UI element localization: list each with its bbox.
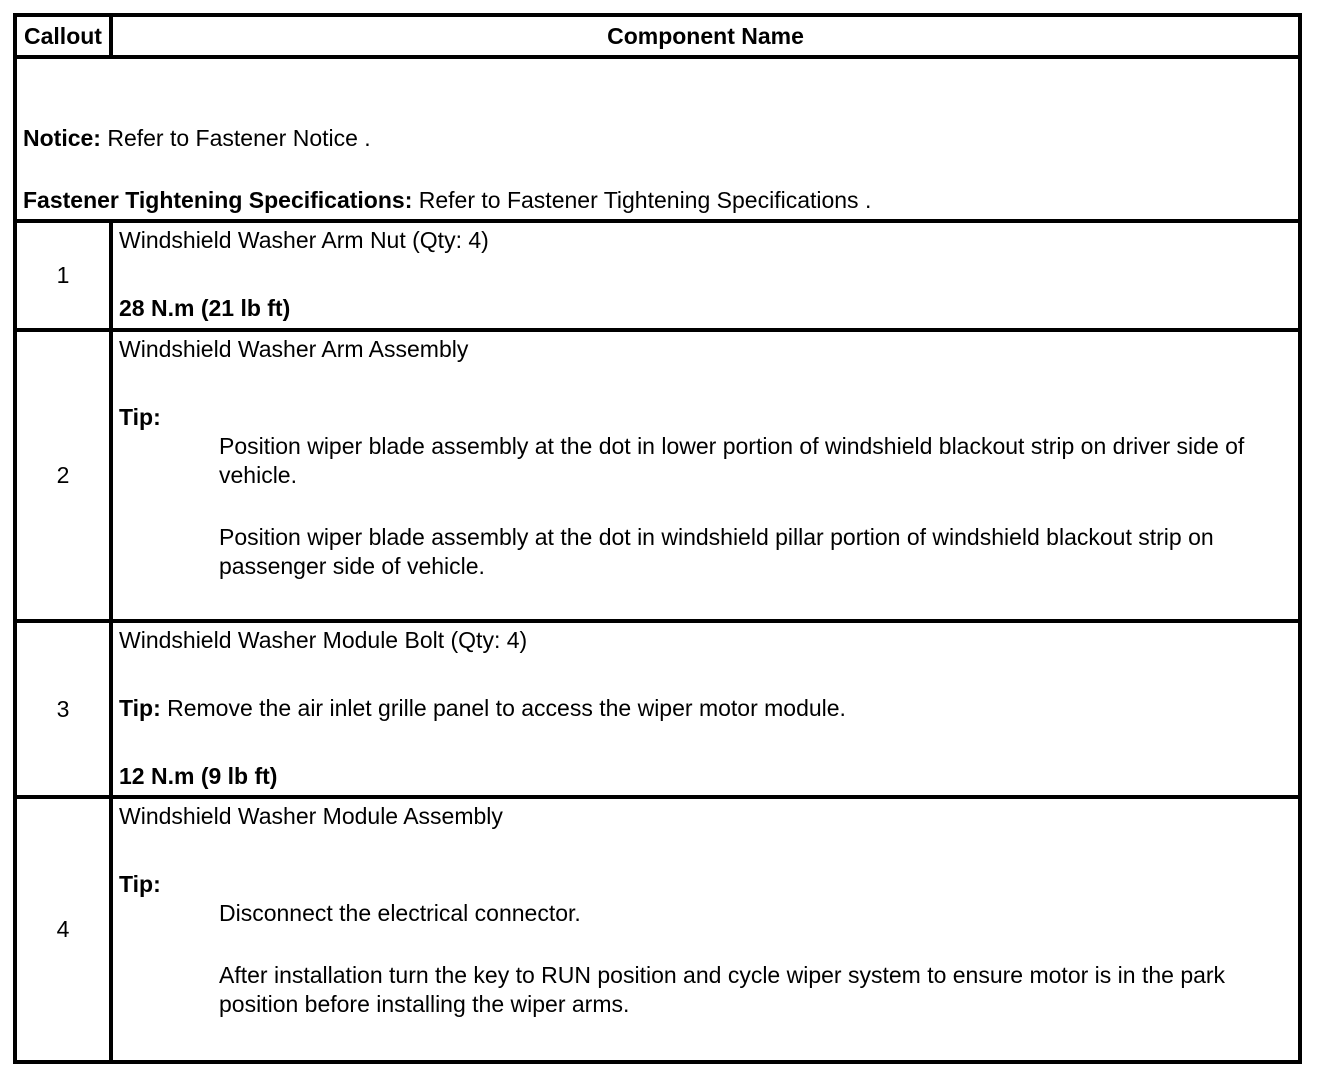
component-name: Windshield Washer Module Assembly (119, 803, 503, 829)
tip-line (119, 694, 1292, 723)
component-table (13, 13, 1302, 1064)
spec-text: Refer to Fastener Tightening Specifications . (418, 187, 872, 213)
tip-list (119, 432, 1292, 581)
tip-item: After installation turn the key to RUN position and cycle wiper system to ensure motor is in the park position before installing the wiper arms. (219, 962, 1226, 1017)
component-cell (111, 330, 1300, 621)
notice-row (15, 57, 1300, 221)
table-row (15, 330, 1300, 621)
callout-cell: 1 (15, 221, 111, 330)
component-cell (111, 797, 1300, 1062)
component-cell (111, 221, 1300, 330)
callout-cell: 2 (15, 330, 111, 621)
torque-spec: 12 N.m (9 lb ft) (119, 763, 278, 789)
spec-line (23, 186, 1292, 215)
table-row (15, 221, 1300, 330)
notice-line (23, 124, 1292, 153)
tip-text: Remove the air inlet grille panel to access the wiper motor module. (167, 695, 846, 721)
callout-cell: 4 (15, 797, 111, 1062)
tip-item: Position wiper blade assembly at the dot in lower portion of windshield blackout strip on driver side of vehicle. (219, 433, 1245, 488)
callout-column-header: Callout (15, 15, 111, 57)
tip-item: Position wiper blade assembly at the dot in windshield pillar portion of windshield blackout strip on passenger side of vehicle. (219, 524, 1214, 579)
table-header-row (15, 15, 1300, 57)
component-name: Windshield Washer Arm Nut (Qty: 4) (119, 227, 489, 253)
spec-label: Fastener Tightening Specifications: (23, 187, 413, 213)
torque-spec: 28 N.m (21 lb ft) (119, 295, 291, 321)
table-row (15, 797, 1300, 1062)
notice-text: Refer to Fastener Notice . (107, 125, 371, 151)
component-cell (111, 621, 1300, 797)
notice-cell (15, 57, 1300, 221)
tip-label: Tip: (119, 871, 161, 897)
component-name-column-header: Component Name (111, 15, 1300, 57)
component-name: Windshield Washer Module Bolt (Qty: 4) (119, 627, 528, 653)
tip-item: Disconnect the electrical connector. (219, 900, 581, 926)
tip-label: Tip: (119, 695, 161, 721)
table-row (15, 621, 1300, 797)
tip-list (119, 899, 1292, 1019)
notice-label: Notice: (23, 125, 101, 151)
tip-label: Tip: (119, 404, 161, 430)
callout-cell: 3 (15, 621, 111, 797)
component-name: Windshield Washer Arm Assembly (119, 336, 469, 362)
